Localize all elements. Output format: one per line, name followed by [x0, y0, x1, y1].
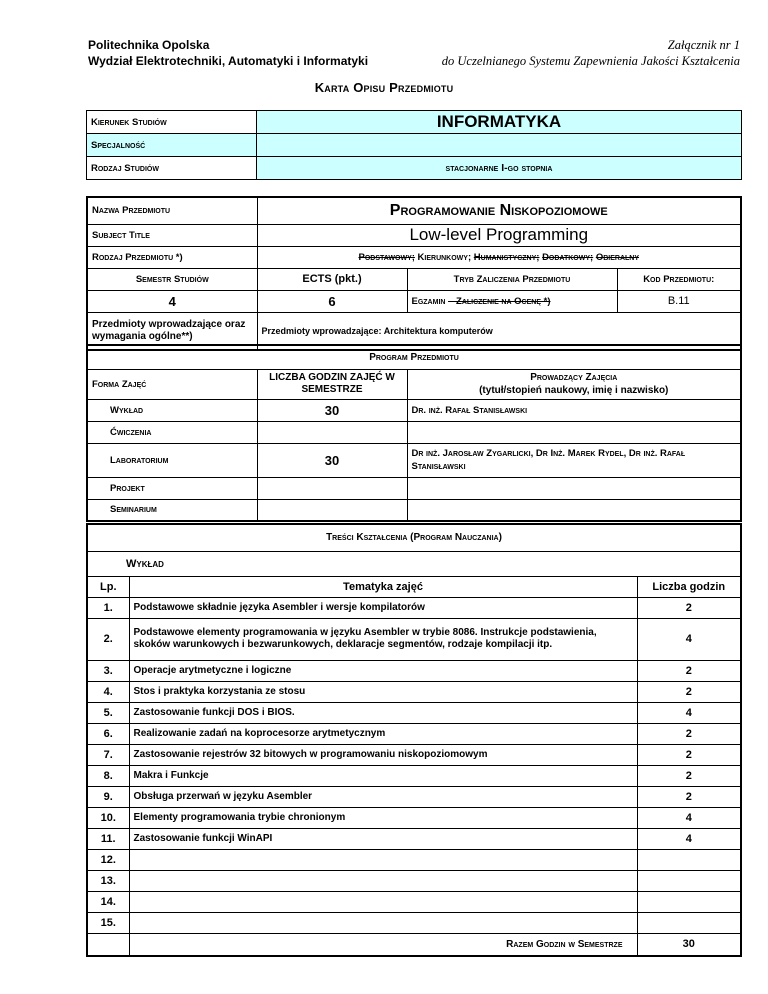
course-name-value: Programowanie Niskopoziomowe	[257, 197, 741, 224]
form-hours	[257, 477, 407, 499]
row-hours	[637, 912, 741, 933]
prereq-label: Przedmioty wprowadzające oraz wymagania ogólne**)	[87, 312, 257, 350]
study-type-value: stacjonarne I-go stopnia	[257, 157, 742, 180]
row-lp: 14.	[87, 891, 129, 912]
row-topic	[129, 849, 637, 870]
row-lp: 3.	[87, 660, 129, 681]
program-row-exercises	[87, 421, 741, 443]
content-title: Treści Kształcenia (Program Nauczania)	[87, 524, 741, 551]
lecturers-label	[407, 369, 741, 399]
row-lp: 4.	[87, 681, 129, 702]
row-hours: 2	[637, 723, 741, 744]
form-lecturers	[407, 421, 741, 443]
row-hours	[637, 849, 741, 870]
faculty-name: Wydział Elektrotechniki, Automatyki i Informatyki	[88, 54, 369, 68]
row-hours: 2	[637, 786, 741, 807]
hours-label: LICZBA GODZIN ZAJĘĆ W SEMESTRZE	[257, 369, 407, 399]
study-type-label: Rodzaj Studiów	[87, 157, 257, 180]
row-topic	[129, 912, 637, 933]
row-topic: Podstawowe elementy programowania w języku Asembler w trybie 8086. Instrukcje podstawienia, skoków warunkowych i bezwarunkowych, deklaracje segmentów, rodzaje kompilacji itp.	[129, 618, 637, 660]
table-row	[87, 891, 741, 912]
row-topic: Elementy programowania trybie chronionym	[129, 807, 637, 828]
table-row	[87, 828, 741, 849]
table-row	[87, 870, 741, 891]
table-row	[87, 660, 741, 681]
table-row	[87, 597, 741, 618]
mode-value	[407, 290, 617, 312]
row-topic: Stos i praktyka korzystania ze stosu	[129, 681, 637, 702]
table-row	[87, 765, 741, 786]
course-kind-label: Rodzaj Przedmiotu *)	[87, 246, 257, 268]
form-lecturers: Dr inż. Jarosław Zygarlicki, Dr Inż. Marek Rydel, Dr inż. Rafał Stanisławski	[407, 443, 741, 477]
code-value: B.11	[617, 290, 741, 312]
row-lp: 9.	[87, 786, 129, 807]
form-hours	[257, 499, 407, 521]
form-name: Seminarium	[87, 499, 257, 521]
mode-credit: – Zaliczenie na Ocenę *)	[448, 295, 551, 307]
course-kind-value	[257, 246, 741, 268]
table-row	[87, 681, 741, 702]
row-hours: 4	[637, 828, 741, 849]
program-row-project	[87, 477, 741, 499]
header-left	[88, 37, 368, 69]
row-lp: 1.	[87, 597, 129, 618]
row-hours: 4	[637, 702, 741, 723]
kind-additional: Dodatkowy;	[542, 251, 594, 263]
row-hours: 2	[637, 681, 741, 702]
row-topic	[129, 870, 637, 891]
form-name: Wykład	[87, 399, 257, 421]
row-hours	[637, 891, 741, 912]
row-lp: 13.	[87, 870, 129, 891]
university-name: Politechnika Opolska	[88, 38, 210, 52]
form-name: Ćwiczenia	[87, 421, 257, 443]
specialty-value	[257, 134, 742, 157]
row-topic: Zastosowanie funkcji DOS i BIOS.	[129, 702, 637, 723]
document-title: Karta Opisu Przedmiotu	[314, 80, 454, 95]
course-info-table	[86, 196, 742, 351]
kind-directional: Kierunkowy;	[417, 251, 472, 263]
mode-exam: Egzamin	[411, 295, 446, 307]
row-lp: 11.	[87, 828, 129, 849]
content-section: Wykład	[87, 551, 741, 576]
row-lp: 8.	[87, 765, 129, 786]
row-topic: Zastosowanie funkcji WinAPI	[129, 828, 637, 849]
row-lp: 7.	[87, 744, 129, 765]
ects-value: 6	[257, 290, 407, 312]
lecturers-label-sub: (tytuł/stopień naukowy, imię i nazwisko)	[479, 385, 669, 396]
kind-humanistic: Humanistyczny;	[473, 251, 540, 263]
lecturers-label-main: Prowadzący Zajęcia	[530, 372, 618, 383]
col-topic-header: Tematyka zajęć	[129, 576, 637, 597]
table-row	[87, 723, 741, 744]
annex-label: Załącznik nr 1	[667, 38, 740, 52]
row-hours	[637, 870, 741, 891]
form-lecturers	[407, 477, 741, 499]
mode-label: Tryb Zaliczenia Przedmiotu	[407, 268, 617, 290]
course-name-label: Nazwa Przedmiotu	[87, 197, 257, 224]
col-lp-header: Lp.	[87, 576, 129, 597]
form-lecturers: Dr. inż. Rafał Stanisławski	[407, 399, 741, 421]
form-lecturers	[407, 499, 741, 521]
row-lp: 15.	[87, 912, 129, 933]
study-info-table	[86, 110, 742, 180]
content-table	[86, 523, 742, 957]
total-label: Razem Godzin w Semestrze	[129, 933, 637, 956]
row-hours: 4	[637, 807, 741, 828]
program-row-laboratory	[87, 443, 741, 477]
row-topic: Podstawowe składnie języka Asembler i wersje kompilatorów	[129, 597, 637, 618]
code-label: Kod Przedmiotu:	[617, 268, 741, 290]
program-row-seminar	[87, 499, 741, 521]
subject-title-value: Low-level Programming	[257, 224, 741, 246]
row-topic: Makra i Funkcje	[129, 765, 637, 786]
row-hours: 4	[637, 618, 741, 660]
form-name: Projekt	[87, 477, 257, 499]
form-hours	[257, 421, 407, 443]
table-row	[87, 618, 741, 660]
row-lp: 10.	[87, 807, 129, 828]
kind-basic: Podstawowy;	[358, 251, 415, 263]
prereq-value: Przedmioty wprowadzające: Architektura komputerów	[257, 312, 741, 350]
col-hours-header: Liczba godzin	[637, 576, 741, 597]
row-topic: Operacje arytmetyczne i logiczne	[129, 660, 637, 681]
table-row	[87, 786, 741, 807]
row-lp: 6.	[87, 723, 129, 744]
form-name: Laboratorium	[87, 443, 257, 477]
subject-title-label: Subject Title	[87, 224, 257, 246]
form-hours: 30	[257, 399, 407, 421]
semester-value: 4	[87, 290, 257, 312]
row-lp: 12.	[87, 849, 129, 870]
header-right	[442, 37, 740, 69]
table-row	[87, 744, 741, 765]
row-lp: 2.	[87, 618, 129, 660]
row-hours: 2	[637, 765, 741, 786]
semester-label: Semestr Studiów	[87, 268, 257, 290]
direction-value: INFORMATYKA	[257, 111, 742, 134]
form-hours: 30	[257, 443, 407, 477]
program-table	[86, 344, 742, 522]
form-label: Forma Zajęć	[87, 369, 257, 399]
annex-description: do Uczelnianego Systemu Zapewnienia Jakości Kształcenia	[441, 54, 740, 68]
row-lp: 5.	[87, 702, 129, 723]
table-row	[87, 912, 741, 933]
ects-label: ECTS (pkt.)	[257, 268, 407, 290]
row-hours: 2	[637, 744, 741, 765]
kind-elective: Obieralny	[595, 251, 639, 263]
row-topic: Realizowanie zadań na koprocesorze arytmetycznym	[129, 723, 637, 744]
row-hours: 2	[637, 597, 741, 618]
row-topic	[129, 891, 637, 912]
total-value: 30	[637, 933, 741, 956]
row-hours: 2	[637, 660, 741, 681]
direction-label: Kierunek Studiów	[87, 111, 257, 134]
table-row	[87, 807, 741, 828]
row-topic: Obsługa przerwań w języku Asembler	[129, 786, 637, 807]
specialty-label: Specjalność	[87, 134, 257, 157]
table-row	[87, 849, 741, 870]
row-topic: Zastosowanie rejestrów 32 bitowych w programowaniu niskopoziomowym	[129, 744, 637, 765]
program-row-lecture	[87, 399, 741, 421]
program-title: Program Przedmiotu	[87, 345, 741, 369]
table-row	[87, 702, 741, 723]
